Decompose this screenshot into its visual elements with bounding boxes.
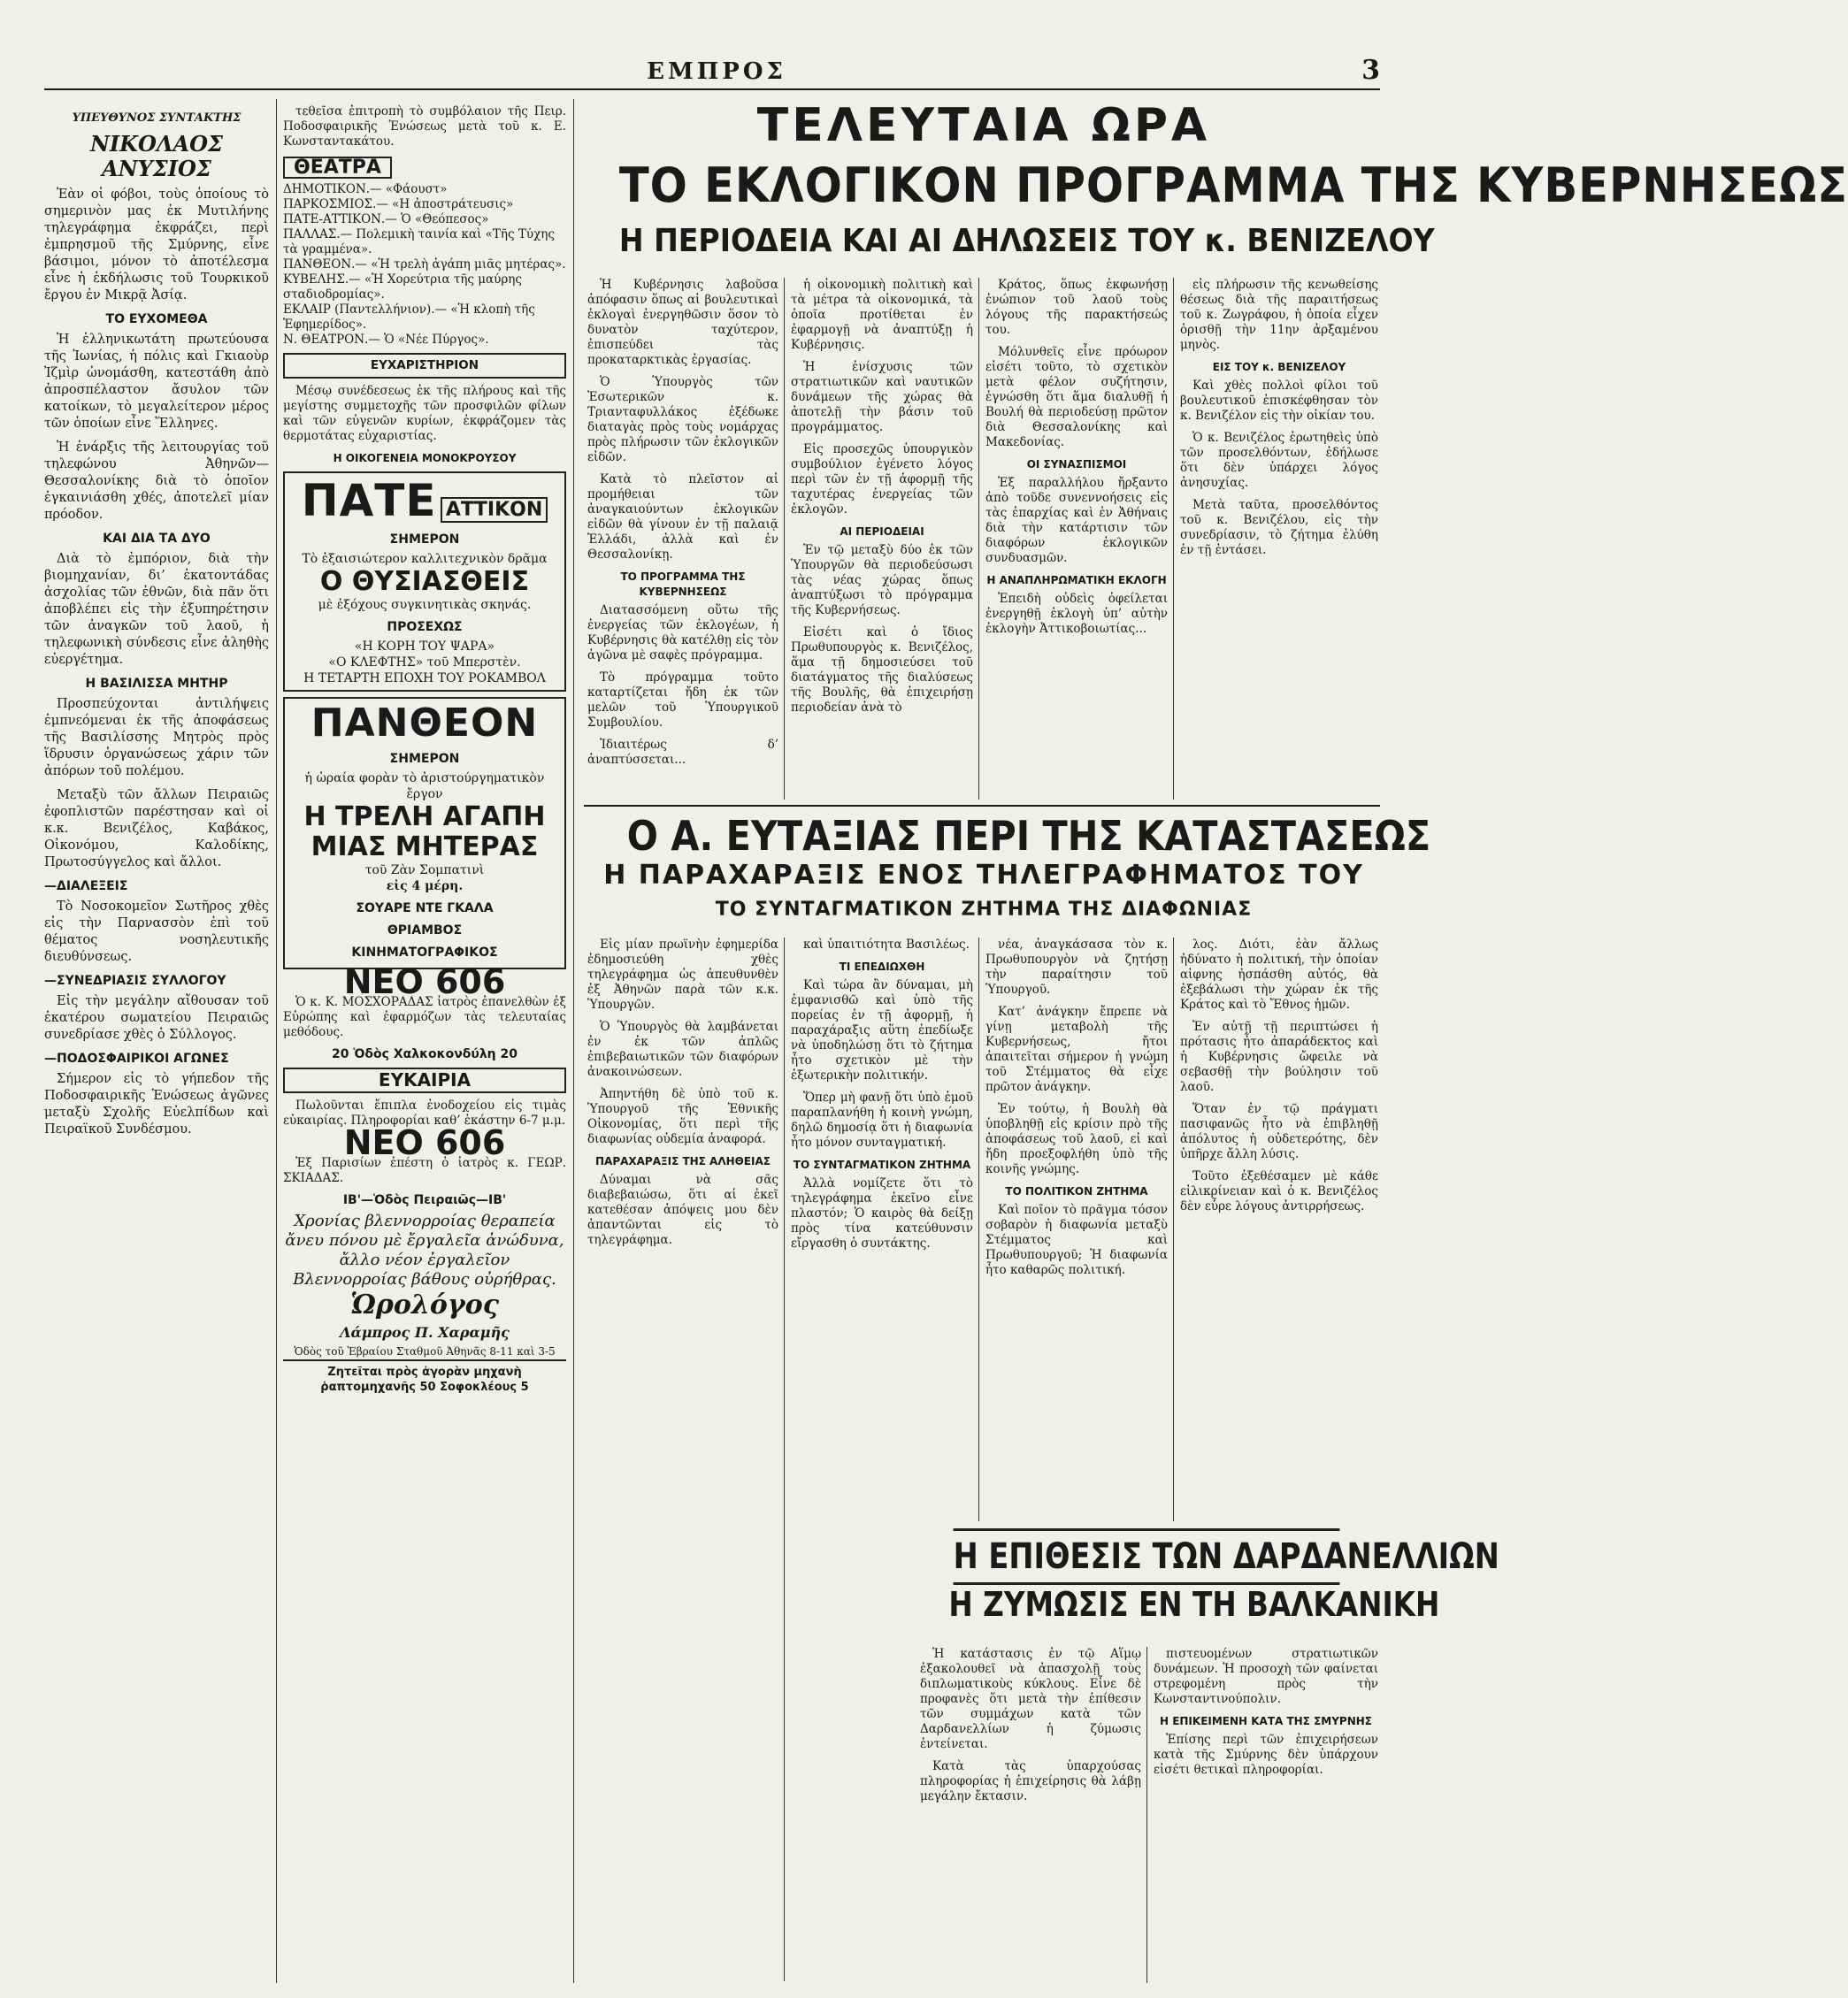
ad-neo606-text: Ἐξ Παρισίων ἐπέστη ὁ ἰατρὸς κ. ΓΕΩΡ. ΣΚΙΑΔΑΣ. [283,1156,566,1185]
article-paragraph: Εἰς μίαν πρωϊνὴν ἐφημερίδα ἐδημοσιεύθη χθὲς τηλεγράφημα ὡς ἀπευθυνθὲν ἐξ Ἀθηνῶν παρὰ τῶν κ.κ. Ὑπουργῶν. [587,938,778,1012]
side-heading: Η ΒΑΣΙΛΙΣΣΑ ΜΗΤΗΡ [85,677,228,691]
article-paragraph: Τὸ πρόγραμμα τοῦτο καταρτίζεται ἤδη ἐκ τῶν μελῶν τοῦ Ὑπουργικοῦ Συμβουλίου. [587,670,778,730]
ad-today: ΣΗΜΕΡΟΝ [389,532,460,547]
article-paragraph: Καὶ χθὲς πολλοὶ φίλοι τοῦ βουλευτικοῦ ἐπισκέφθησαν τὸν κ. Βενιζέλον εἰς τὴν οἰκίαν του. [1180,379,1378,423]
article-paragraph: Καὶ τώρα ἂν δύναμαι, μὴ ἐμφανισθῶ καὶ ὑπὸ τῆς πορείας ἐν τῇ ἀφορμῇ, ἡ παραχάραξις αὕτη ἐπεδίωξε νὰ ὑποδηλώσῃ ὅτι τὸ ζήτημα ἦτο σχετικὸν μὲ τὴν ἐξωτερικὴν πολιτικήν. [791,978,973,1083]
third-column-2 [1154,1647,1378,1983]
article-paragraph: ἡ οἰκονομικὴ πολιτικὴ καὶ τὰ μέτρα τὰ οἰκονομικά, τὰ ὁποῖα προτίθεται ἐν ἐφαρμογῇ νὰ ἀναπτύξῃ ἡ Κυβέρνησις. [791,278,973,352]
section-rule [584,805,1380,807]
ad-author: τοῦ Ζὰν Σομπατινὶ [364,863,485,877]
section-heading: —ΔΙΑΛΕΞΕΙΣ [44,879,128,893]
divider [978,938,979,1521]
theatre-title: ΘΕΑΤΡΑ [283,157,392,179]
section-heading: ΠΑΡΑΧΑΡΑΞΙΣ ΤΗΣ ΑΛΗΘΕΙΑΣ [594,1155,771,1167]
headline-top: ΤΕΛΕΥΤΑΙΑ ΩΡΑ [756,99,1211,152]
headline-main: ΤΟ ΕΚΛΟΓΙΚΟΝ ΠΡΟΓΡΑΜΜΑ ΤΗΣ ΚΥΒΕΡΝΗΣΕΩΣ [618,157,1848,213]
main-column-1 [587,278,778,801]
ad-watchmaker-address: Ὁδὸς τοῦ Ἑβραίου Σταθμοῦ Ἀθηνᾶς 8-11 καὶ 3-5 [294,1345,556,1358]
second-column-1 [587,938,778,1981]
ad-extra: ΚΙΝΗΜΑΤΟΓΡΑΦΙΚΟΣ [351,945,498,960]
main-column-4 [1180,278,1378,801]
divider [1173,278,1174,800]
thanks-signature: Η ΟΙΚΟΓΕΝΕΙΑ ΜΟΝΟΚΡΟΥΣΟΥ [333,452,517,464]
article-paragraph: Καὶ ποῖον τὸ πρᾶγμα τόσον σοβαρὸν ἡ διαφωνία μεταξὺ Στέμματος καὶ Πρωθυπουργοῦ; Ἡ διαφωνία ἦτο καθαρῶς πολιτική. [985,1203,1168,1277]
ad-parts: εἰς 4 μέρη. [386,879,464,893]
ad-line: Τὸ ἐξαισιώτερον καλλιτεχνικὸν δρᾶμα [302,552,548,566]
article-paragraph: Ἀλλὰ νομίζετε ὅτι τὸ τηλεγράφημα ἐκεῖνο εἶνε πλαστόν; Ὁ καιρὸς θὰ δείξῃ πρὸς τίνα κατεύθυνσιν εἴργασθη ὁ συντάκτης. [791,1176,973,1251]
ad-pate [283,471,566,692]
article-paragraph: Διὰ τὸ ἐμπόριον, διὰ τὴν βιομηχανίαν, δι’ ἑκατοντάδας ἀσχολίας τῶν ἐθνῶν, διὰ πᾶν ὅτι ἀποβλέπει εἰς τὴν ἐξυπηρέτησιν τῶν ἀναγκῶν τοῦ λαοῦ, ἡ τηλεφωνικὴ σύνδεσις εἶνε ἀληθὴς εὐεργέτημα. [44,552,269,667]
section-heading: ΤΟ ΣΥΝΤΑΓΜΑΤΙΚΟΝ ΖΗΤΗΜΑ [793,1159,971,1171]
article-paragraph: Ἐν αὐτῇ τῇ περιπτώσει ἡ πρότασις ἦτο ἀπαράδεκτος καὶ ἡ Κυβέρνησις ὤφειλε νὰ σεβασθῇ τὴν βούλησιν τοῦ λαοῦ. [1180,1020,1378,1094]
article-paragraph: Ὁ Ὑπουργὸς τῶν Ἐσωτερικῶν κ. Τριανταφυλλάκος ἐξέδωκε διαταγὰς πρὸς τοὺς νομάρχας πρὸς πλήρωσιν τῶν ἐκλογικῶν εἰδῶν. [587,375,778,464]
article-paragraph: Ἀπηντήθη δὲ ὑπὸ τοῦ κ. Ὑπουργοῦ τῆς Ἐθνικῆς Οἰκονομίας, ὅτι περὶ τῆς διαφωνίας οὐδεμία ἀναφορά. [587,1087,778,1146]
article-paragraph: Κατ’ ἀνάγκην ἔπρεπε νὰ γίνῃ μεταβολὴ τῆς Κυβερνήσεως, ἤτοι ἀπαιτεῖται σήμερον ἡ γνώμη τοῦ Στέμματος θὰ εἶχε πρῶτον ἀνάγκην. [985,1005,1168,1094]
article-paragraph: καὶ ὑπαιτιότητα Βασιλέως. [803,938,970,952]
article-paragraph: Ἐπειδὴ οὐδεὶς ὀφείλεται ἐνεργηθῇ ἐκλογὴ ὑπ’ αὐτὴν ἐκλογὴν Ἀττικοβοιωτίας... [985,592,1168,636]
section-heading: ΤΙ ΕΠΕΔΙΩΧΘΗ [839,961,925,973]
ad-cinema-sub: ΑΤΤΙΚΟΝ [441,497,548,523]
masthead-rule [44,88,1380,90]
article-paragraph: Κατὰ τὸ πλεῖστον αἱ προμήθειαι τῶν ἀναγκαιούντων ἐκλογικῶν εἰδῶν θὰ γίνουν ἐν τῇ παλαιᾷ Ἑλλάδι, ἀλλὰ καὶ ἐν Θεσσαλονίκῃ. [587,472,778,562]
article-paragraph: Προσπεύχονται ἀντιλήψεις ἐμπνεόμεναι ἐκ τῆς ἀποφάσεως τῆς Βασιλίσσης Μητρὸς πρὸς ἵδρυσιν ὀργανώσεως χάριν τῶν ἀπόρων τοῦ πολέμου. [44,697,269,778]
ad-soon-item: «Ο ΚΛΕΦΤΗΣ» τοῦ Μπερστὲν. [328,655,521,670]
ad-neo606-address: ΙΒ'—Ὁδὸς Πειραιῶς—ΙΒ' [342,1193,507,1207]
theatre-listing: ΕΚΛΑΙΡ (Παντελλήνιον).— «Ἡ κλοπὴ τῆς Ἑφημερίδος». [283,302,535,332]
ad-extra: ΘΡΙΑΜΒΟΣ [387,923,463,938]
ad-cinema-name: ΠΑΝΘΕΟΝ [311,700,539,746]
ad-watchmaker-name: Λάμπρος Π. Χαραμῆς [340,1324,510,1341]
article-paragraph: Εἰς προσεχῶς ὑπουργικὸν συμβούλιον ἐγένετο λόγος περὶ τῶν ἐν τῇ ἀφορμῇ τῆς ταχυτέρας ἐνεργείας τῶν ἐκλογῶν. [791,442,973,517]
theatre-listing: Ν. ΘΕΑΤΡΟΝ.— Ὁ «Νέε Πύργος». [283,333,489,347]
article-paragraph: Δύναμαι νὰ σᾶς διαβεβαιώσω, ὅτι αἱ ἐκεῖ κατεθέσαν ἀπόψεις μου δὲν ἀπαντῶνται εἰς τὸ τηλεγράφημα. [587,1173,778,1247]
footer-ad: Ζητεῖται πρὸς ἀγορὰν μηχανὴ ῥαπτομηχανῆς 50 Σοφοκλέους 5 [283,1359,566,1395]
article-paragraph: Ἐν τῷ μεταξὺ δύο ἐκ τῶν Ὑπουργῶν θὰ περιοδεύσωσι τὰς νέας χώρας ὅπως ἀναπτύξωσι τὸ πρόγραμμα τῆς Κυβερνήσεως. [791,543,973,617]
second-column-2 [791,938,973,1521]
article-paragraph: λος. Διότι, ἐὰν ἄλλως ἠδύνατο ἡ πολιτική, τὴν ὁποίαν αἰφνης ἠσπάσθη αὐτός, θὰ ἐξεβάλωσι τὴν χώραν ἐκ τῆς Κράτος καὶ τὸ Ἔθνος ἡμῶν. [1180,938,1378,1012]
article-paragraph: Ἐπίσης περὶ τῶν ἐπιχειρήσεων κατὰ τῆς Σμύρνης δὲν ὑπάρχουν εἰσέτι θετικαὶ πληροφορίαι. [1154,1733,1378,1777]
divider [784,278,785,800]
main-column-2 [791,278,973,801]
paper-title: ΕΜΠΡΟΣ [647,58,786,85]
second-column-3 [985,938,1168,1521]
theatre-listings [283,182,566,348]
ad-soon-item: Η ΤΕΤΑΡΤΗ ΕΠΟΧΗ ΤΟΥ ΡΟΚΑΜΒΟΛ [303,671,546,685]
divider [573,99,574,1983]
ad-watchmaker: Ὡρολόγος [350,1290,499,1321]
article-paragraph: τεθεῖσα ἐπιτροπὴ τὸ συμβόλαιον τῆς Πειρ. Ποδοσφαιρικῆς Ἑνώσεως μετὰ τοῦ κ. Ε. Κωνσταντακάτου. [283,104,566,149]
article-paragraph: Τοῦτο ἐξεθέσαμεν μὲ κάθε εἰλικρίνειαν καὶ ὁ κ. Βενιζέλος δὲν εὗρε λόγους ἀντιρρήσεως. [1180,1169,1378,1213]
ad-pantheon [283,697,566,969]
side-heading: ΤΟ ΕΥΧΟΜΕΘΑ [105,312,208,326]
theatre-listing: ΠΑΝΘΕΟΝ.— «Ἡ τρελὴ ἀγάπη μιᾶς μητέρας». [283,257,566,272]
article-paragraph: Ἐξ παραλλήλου ἤρξαντο ἀπὸ τοῦδε συνεννοήσεις εἰς τὰς ἐπαρχίας καὶ ἐν Ἀθήναις διὰ τὴν κατάρτισιν τῶν διαφόρων ἐκλογικῶν συνδυασμῶν. [985,476,1168,565]
third-column-1 [920,1647,1141,1983]
theatre-listing: ΠΑΡΚΟΣΜΙΟΣ.— «Η ἀποστράτευσις» [283,197,514,211]
section-heading: ΟΙ ΣΥΝΑΣΠΙΣΜΟΙ [1026,458,1127,471]
theatre-listing: ΠΑΛΛΑΣ.— Πολεμικὴ ταινία καὶ «Τῆς Τύχης τὰ γραμμένα». [283,227,555,256]
section-heading: Η ΑΝΑΠΛΗΡΩΜΑΤΙΚΗ ΕΚΛΟΓΗ [986,574,1167,586]
article-paragraph: Κατὰ τὰς ὑπαρχούσας πληροφορίας ἡ ἐπιχείρησις θὰ λάβῃ μεγάλην ἔκτασιν. [920,1759,1141,1803]
article-paragraph: Κράτος, ὅπως ἐκφωνήσῃ ἐνώπιον τοῦ λαοῦ τοὺς λόγους τῆς παρακτήσεώς του. [985,278,1168,337]
section-heading: ΑΙ ΠΕΡΙΟΔΕΙΑΙ [840,525,924,538]
headline-sub: ΤΟ ΣΥΝΤΑΓΜΑΤΙΚΟΝ ΖΗΤΗΜΑ ΤΗΣ ΔΙΑΦΩΝΙΑΣ [715,899,1253,921]
article-paragraph: πιστευομένων στρατιωτικῶν δυνάμεων. Ἡ προσοχὴ τῶν φαίνεται στρεφομένη πρὸς τὴν Κωνσταντινούπολιν. [1154,1647,1378,1706]
section-heading: ΤΟ ΠΡΟΓΡΑΜΜΑ ΤΗΣ ΚΥΒΕΡΝΗΣΕΩΣ [620,570,746,598]
theatre-listing: ΔΗΜΟΤΙΚΟΝ.— «Φάουστ» [283,182,448,196]
side-heading: ΚΑΙ ΔΙΑ ΤΑ ΔΥΟ [103,532,211,546]
article-paragraph: Ἰδιαιτέρως δ’ ἀναπτύσσεται... [587,738,778,767]
article-paragraph: Ὅπερ μὴ φανῇ ὅτι ὑπὸ ἐμοῦ παραπλανήθη ἡ κοινὴ γνώμη, δηλῶ δημοσίᾳ ὅτι ἡ διαφωνία ἦτο μόνον συνταγματική. [791,1091,973,1150]
left-column [44,104,269,1988]
article-paragraph: Ἡ ἐνάρξις τῆς λειτουργίας τοῦ τηλεφώνου Ἀθηνῶν—Θεσσαλονίκης διὰ τὸ ὁποῖον ἐγκαινιάσθη χθές, ἀποτελεῖ μίαν πρόοδον. [44,440,269,522]
main-column-3 [985,278,1168,801]
theatre-column [283,104,566,1988]
ad-cinema-name: ΠΑΤΕ [301,475,437,526]
article-paragraph: Εἰσέτι καὶ ὁ ἴδιος Πρωθυπουργὸς κ. Βενιζέλος, ἅμα τῇ δημοσιεύσει τοῦ διατάγματος τῆς διαλύσεως τῆς Βουλῆς, θὰ ἐπιχειρήσῃ περιοδείαν ἀνὰ τὸ [791,625,973,715]
article-paragraph: Μεταξὺ τῶν ἄλλων Πειραιῶς ἐφοπλιστῶν παρέστησαν καὶ οἱ κ.κ. Βενιζέλος, Καβάκος, Οἰκονόμου, Καλοδίκης, Πρωτοσύγγελος καὶ ἄλλοι. [44,788,269,869]
section-heading: Η ΕΠΙΚΕΙΜΕΝΗ ΚΑΤΑ ΤΗΣ ΣΜΥΡΝΗΣ [1159,1715,1373,1727]
article-paragraph: εἰς πλήρωσιν τῆς κενωθείσης θέσεως διὰ τῆς παραιτήσεως τοῦ κ. Ζωγράφου, ἡ ὁποία εἶχεν ὁρισθῇ τὴν 11ην ἀρξαμένου μηνὸς. [1180,278,1378,352]
headline-main: Η ΕΠΙΘΕΣΙΣ ΤΩΝ ΔΑΡΔΑΝΕΛΛΙΩΝ [954,1528,1340,1585]
divider [276,99,277,1983]
article-paragraph: Ἡ ἑλληνικωτάτη πρωτεύουσα τῆς Ἰωνίας, ἡ πόλις καὶ Γκιαοὺρ Ἰζμὶρ ὠνομάσθη, κατεστάθη ἀπὸ ἀπροσπέλαστον ἄσυλον τῶν κατοίκων, τὸ μεγαλείτερον μέρος τῶν ὁποίων εἶνε Ἕλληνες. [44,333,269,431]
ad-line: ἡ ὡραία φορὰν τὸ ἀριστούργηματικὸν ἔργον [304,771,545,801]
ad-eukairia-title: ΕΥΚΑΙΡΙΑ [283,1068,566,1093]
ad-soon: ΠΡΟΣΕΧΩΣ [387,620,463,634]
divider [1173,938,1174,1521]
headline-sub: Η ΠΑΡΑΧΑΡΑΞΙΣ ΕΝΟΣ ΤΗΛΕΓΡΑΦΗΜΑΤΟΣ ΤΟΥ [603,860,1364,891]
editor-name: ΝΙΚΟΛΑΟΣ ΑΝΥΣΙΟΣ [89,131,224,181]
editor-label: ΥΠΕΥΘΥΝΟΣ ΣΥΝΤΑΚΤΗΣ [72,111,242,125]
second-column-4 [1180,938,1378,1521]
ad-neo606-text: Ὁ κ. Κ. ΜΟΣΧΟΡΑΔΑΣ ἰατρὸς ἐπανελθὼν ἐξ Εὐρώπης καὶ ἐφαρμόζων τὰς τελευταίας μεθόδους. [283,995,566,1039]
ad-neo606-title: ΝΕΟ 606 [343,1123,506,1162]
ad-today: ΣΗΜΕΡΟΝ [389,752,460,766]
article-paragraph: Μόλυνθεῖς εἶνε πρόωρον εἰσέτι τοῦτο, τὸ σχετικὸν μετὰ φέλον συζήτησιν, ἐγνώσθη ὅτι ἅμα διαλυθῇ ἡ Βουλή θὰ περιοδεύσῃ πρῶτον διὰ Θεσσαλονίκης καὶ Μακεδονίας. [985,345,1168,449]
ad-film: Ο ΘΥΣΙΑΣΘΕΙΣ [319,566,530,597]
article-paragraph: Διατασσόμενη οὕτω τῆς ἐνεργείας τῶν ἐκλογέων, ἡ Κυβέρνησις θὰ κατέλθῃ εἰς τὸν ἀγῶνα μὲ σαφὲς πρόγραμμα. [587,603,778,662]
ad-medical: Χρονίας βλεννορροίας θεραπεία ἄνευ πόνου μὲ ἔργαλεῖα ἀνώδυνα, ἄλλο νέον ἐργαλεῖον Βλεννορροίας βάθους οὐρήθρας. [285,1212,564,1289]
article-paragraph: νέα, ἀναγκάσασα τὸν κ. Πρωθυπουργὸν νὰ ζητήσῃ τὴν παραίτησιν τοῦ Ὑπουργοῦ. [985,938,1168,997]
article-paragraph: Ἡ ἐνίσχυσις τῶν στρατιωτικῶν καὶ ναυτικῶν δυνάμεων τῆς χώρας θὰ ἀποτελῇ τὴν βάσιν τοῦ προγράμματος. [791,360,973,434]
ad-soon-item: «Η ΚΟΡΗ ΤΟΥ ΨΑΡΑ» [354,639,495,654]
article-paragraph: Ὅταν ἐν τῷ πράγματι πασιφανῶς ἦτο νὰ ἐπιβληθῇ ἀπόλυτος ἡ οὐδετερότης, δὲν ὑπῆρχε ἄλλη λύσις. [1180,1102,1378,1161]
masthead [53,55,1380,86]
article-paragraph: Μετὰ ταῦτα, προσελθόντος τοῦ κ. Βενιζέλου, εἰς τὴν συνεδρίασιν, τὸ ζήτημα ἐλύθη ἐν τῇ ἐντάσει. [1180,498,1378,557]
section-heading: ΤΟ ΠΟΛΙΤΙΚΟΝ ΖΗΤΗΜΑ [1005,1185,1148,1198]
divider [784,938,785,1981]
ad-eukairia-text: Πωλοῦνται ἔπιπλα ἐνοδοχείου εἰς τιμὰς εὐκαιρίας. Πληροφορίαι καθ’ ἑκάστην 6-7 μ.μ. [283,1099,566,1128]
page-number: 3 [1361,55,1380,86]
theatre-listing: ΠΑΤΕ-ΑΤΤΙΚΟΝ.— Ὁ «Θεόπεσος» [283,212,489,226]
article-paragraph: Ἡ κατάστασις ἐν τῷ Αἵμῳ ἐξακολουθεῖ νὰ ἀπασχολῇ τοὺς διπλωματικοὺς κύκλους. Εἶνε δὲ προφανὲς ὅτι μετὰ τὴν ἐπίθεσιν τῶν συμμάχων κατὰ τῶν Δαρδανελλίων ἡ ζύμωσις ἐντείνεται. [920,1647,1141,1751]
main-headline [587,99,1848,267]
divider [1146,1647,1147,1983]
headline-sub: Η ΖΥΜΩΣΙΣ ΕΝ ΤΗ ΒΑΛΚΑΝΙΚΗ [948,1585,1440,1624]
headline-sub: Η ΠΕΡΙΟΔΕΙΑ ΚΑΙ ΑΙ ΔΗΛΩΣΕΙΣ ΤΟΥ κ. ΒΕΝΙΖΕΛΟΥ [618,223,1435,259]
article-paragraph: Εἰς τὴν μεγάλην αἴθουσαν τοῦ ἐκατέρου σωματείου Πειραιῶς συνεδρίασε χθὲς ὁ Σύλλογος. [44,994,269,1042]
ad-neo606-title: ΝΕΟ 606 [343,962,506,1001]
article-paragraph: Ὁ κ. Βενιζέλος ἐρωτηθεὶς ὑπὸ τῶν προσελθόντων, ἐδήλωσε ὅτι δὲν ὑπάρχει λόγος ἀνησυχίας. [1180,431,1378,490]
article-paragraph: Ἡ Κυβέρνησις λαβοῦσα ἀπόφασιν ὅπως αἱ βουλευτικαὶ ἐκλογαὶ ἐνεργηθῶσιν ὅσον τὸ δυνατὸν ταχύτερον, ἐπισπεύδει τὰς προκαταρκτικὰς ἐργασίας. [587,278,778,367]
article-paragraph: Ἐν τούτῳ, ἡ Βουλὴ θὰ ὑποβληθῇ εἰς κρίσιν πρὸ τῆς ἀποφάσεως τοῦ λαοῦ, εἰ καὶ ἤδη προεξοφλήθη ὑπὸ τῆς κοινῆς γνώμης. [985,1102,1168,1176]
third-headline [916,1528,1499,1634]
article-paragraph: Τὸ Νοσοκομεῖον Σωτῆρος χθὲς εἰς τὴν Παρνασσὸν ἐπὶ τοῦ θέματος νοσηλευτικῆς διευθύνσεως. [44,899,269,964]
ad-film: Η ΤΡΕΛΗ ΑΓΑΠΗ ΜΙΑΣ ΜΗΤΕΡΑΣ [303,801,546,862]
second-headline [587,812,1431,927]
ad-note: μὲ ἐξόχους συγκινητικὰς σκηνάς. [318,598,532,612]
section-heading: —ΣΥΝΕΔΡΙΑΣΙΣ ΣΥΛΛΟΓΟΥ [44,974,226,988]
ad-extra: ΣΟΥΑΡΕ ΝΤΕ ΓΚΑΛΑ [356,901,494,915]
article-paragraph: Ἐὰν οἱ φόβοι, τοὺς ὁποίους τὸ σημερινὸν μας ἐκ Μυτιλήνης τηλεγράφημα ἐκφράζει, περὶ ἐμπρησμοῦ τῆς Σμύρνης, εἶνε βάσιμοι, μόνον τὸ ἀποτέλεσμα εἶνε ἡ ἐκδήλωσις τοῦ Τουρκικοῦ ἔργου ἐν Μικρᾷ Ἀσίᾳ. [44,188,269,302]
section-heading: —ΠΟΔΟΣΦΑΙΡΙΚΟΙ ΑΓΩΝΕΣ [44,1052,229,1066]
thanks-text: Μέσῳ συνέδεσεως ἐκ τῆς πλήρους καὶ τῆς μεγίστης συμμετοχῆς τῶν προσφιλῶν φίλων καὶ τῶν εὐγενῶν κυρίων, ἐκφράζομεν τὰς θερμοτάτας εὐχαριστίας. [283,384,566,443]
divider [978,278,979,800]
theatre-listing: ΚΥΒΕΛΗΣ.— «Ἡ Χορεύτρια τῆς μαύρης σταδιοδρομίας». [283,272,522,302]
ad-neo606-address: 20 Ὁδὸς Χαλκοκονδύλη 20 [331,1047,518,1061]
section-heading: ΕΙΣ ΤΟΥ κ. ΒΕΝΙΖΕΛΟΥ [1212,361,1346,373]
headline-main: Ο Α. ΕΥΤΑΞΙΑΣ ΠΕΡΙ ΤΗΣ ΚΑΤΑΣΤΑΣΕΩΣ [626,812,1431,860]
article-paragraph: Σήμερον εἰς τὸ γήπεδον τῆς Ποδοσφαιρικῆς Ἑνώσεως ἀγῶνες μεταξὺ Σχολῆς Εὐελπίδων καὶ Πειραϊκοῦ Συνδέσμου. [44,1072,269,1137]
article-paragraph: Ὁ Ὑπουργὸς θὰ λαμβάνεται ἐν ἐκ τῶν ἀπλῶς ἐπιβεβαιωτικῶν τῶν διαφόρων ἀνακοινώσεων. [587,1020,778,1079]
thanks-title: ΕΥΧΑΡΙΣΤΗΡΙΟΝ [283,353,566,379]
